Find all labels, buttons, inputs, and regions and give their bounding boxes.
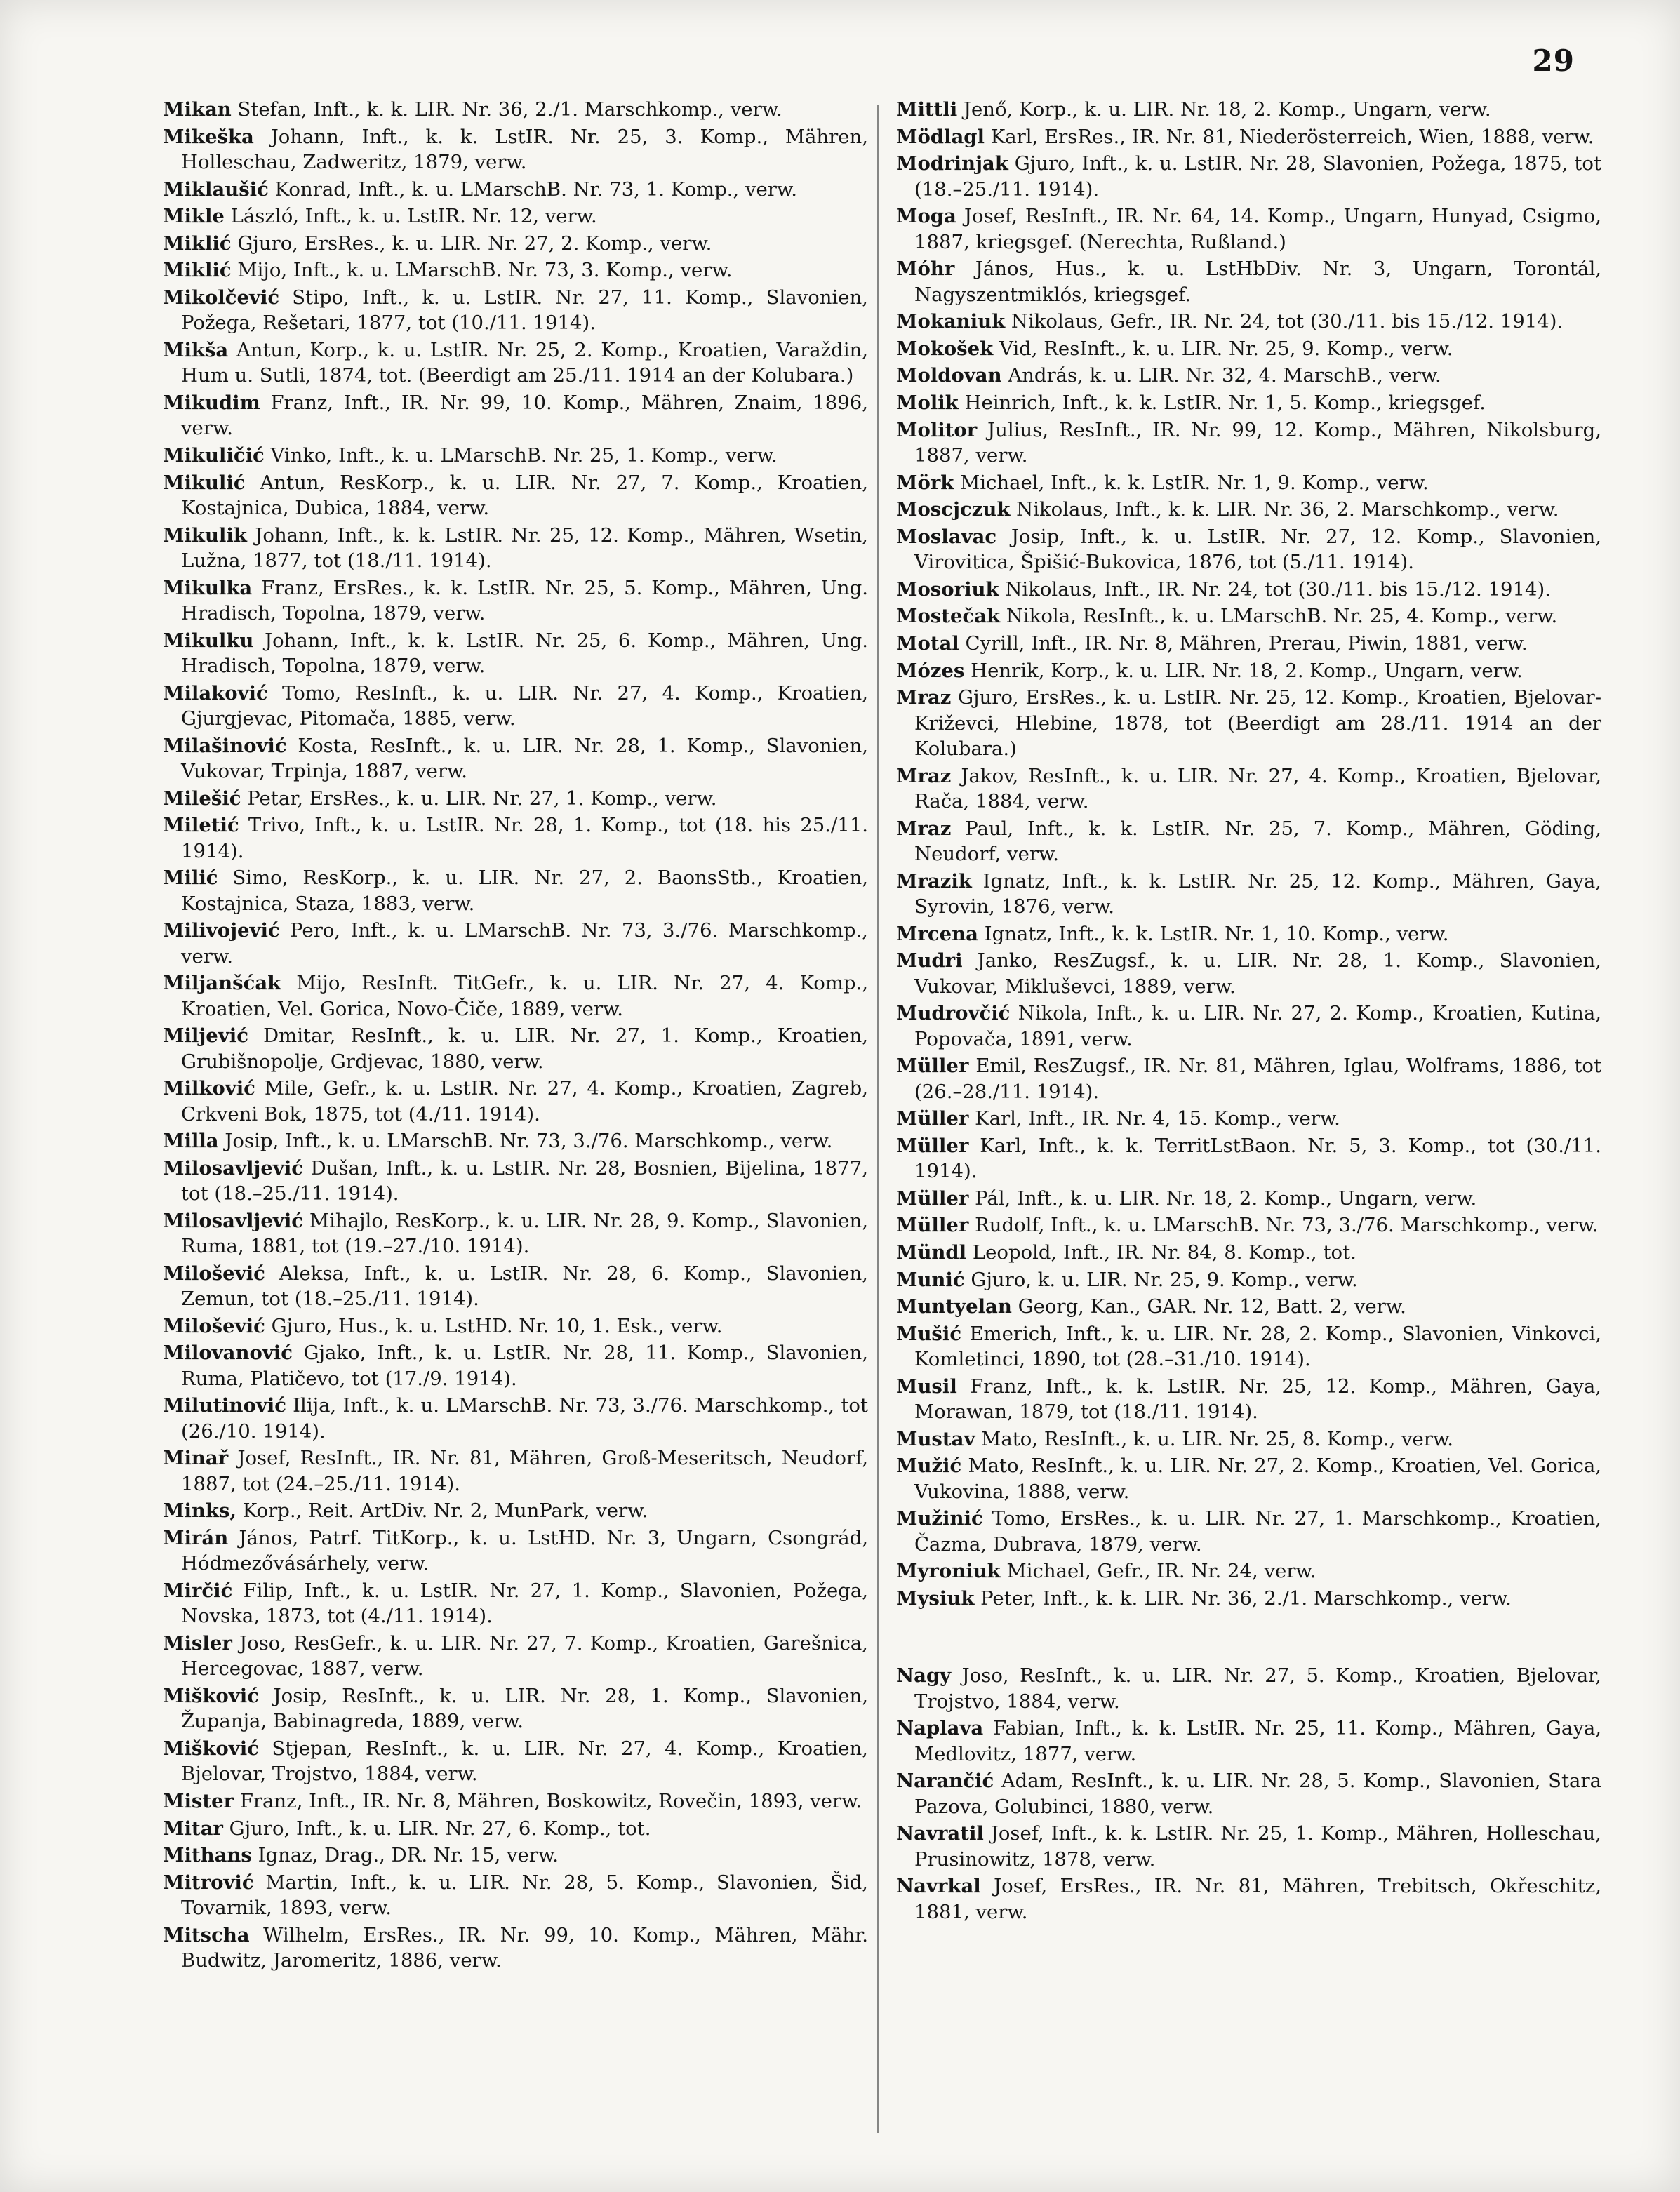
entry-text: Gjuro, ErsRes., k. u. LIR. Nr. 27, 2. Komp., verw. bbox=[237, 232, 712, 255]
entry-text: Kosta, ResInft., k. u. LIR. Nr. 28, 1. Komp., Slavonien, Vukovar, Trpinja, 1887, verw. bbox=[181, 734, 868, 782]
entry bbox=[896, 1873, 1601, 1925]
entry-text: Adam, ResInft., k. u. LIR. Nr. 28, 5. Komp., Slavonien, Stara Pazova, Golubinci, 1880, verw. bbox=[914, 1770, 1601, 1818]
entry-text: Rudolf, Inft., k. u. LMarschB. Nr. 73, 3./76. Marschkomp., verw. bbox=[975, 1214, 1599, 1237]
entry-name: Moga bbox=[896, 205, 956, 228]
entry-name: Mikuličić bbox=[163, 443, 265, 467]
entry-name: Molitor bbox=[896, 418, 978, 441]
entry bbox=[896, 124, 1601, 149]
entry bbox=[896, 336, 1601, 361]
entry-text: Martin, Inft., k. u. LIR. Nr. 28, 5. Komp., Slavonien, Šid, Tovarnik, 1893, verw. bbox=[181, 1871, 869, 1920]
entry-name: Miklaušić bbox=[163, 178, 269, 201]
page-number: 29 bbox=[1532, 44, 1575, 78]
entry-name: Myroniuk bbox=[896, 1560, 1001, 1583]
entry bbox=[896, 631, 1601, 656]
entry bbox=[163, 1736, 868, 1787]
entry bbox=[896, 1821, 1601, 1872]
entry-text: Dušan, Inft., k. u. LstIR. Nr. 28, Bosnien, Bijelina, 1877, tot (18.–25./11. 1914). bbox=[181, 1156, 868, 1205]
entry-text: Aleksa, Inft., k. u. LstIR. Nr. 28, 6. Komp., Slavonien, Zemun, tot (18.–25./11. 1914). bbox=[181, 1262, 868, 1311]
entry bbox=[896, 1453, 1601, 1504]
entry-name: Milosavljević bbox=[163, 1156, 304, 1179]
entry bbox=[163, 231, 868, 256]
entry bbox=[163, 918, 868, 969]
entry bbox=[163, 285, 868, 336]
entry-name: Mustav bbox=[896, 1427, 975, 1450]
entry-name: Munić bbox=[896, 1268, 965, 1291]
entry bbox=[163, 338, 868, 389]
entry-name: Modrinjak bbox=[896, 152, 1008, 175]
entry-text: Cyrill, Inft., IR. Nr. 8, Mähren, Prerau, Piwin, 1881, verw. bbox=[965, 631, 1528, 655]
entry bbox=[163, 177, 868, 202]
entry bbox=[896, 1001, 1601, 1052]
entry-name: Mosoriuk bbox=[896, 577, 999, 601]
entry-text: Jakov, ResInft., k. u. LIR. Nr. 27, 4. Komp., Kroatien, Bjelovar, Rača, 1884, verw. bbox=[914, 764, 1601, 813]
entry-name: Müller bbox=[896, 1107, 969, 1130]
entry bbox=[163, 628, 868, 679]
entry-name: Müller bbox=[896, 1214, 969, 1237]
entry-text: Gjuro, Hus., k. u. LstHD. Nr. 10, 1. Esk., verw. bbox=[271, 1314, 723, 1337]
entry bbox=[896, 1240, 1601, 1265]
entry-name: Mrazik bbox=[896, 869, 972, 893]
entry-text: Ignatz, Inft., k. k. LstIR. Nr. 1, 10. Komp., verw. bbox=[984, 922, 1449, 945]
entry-text: Tomo, ResInft., k. u. LIR. Nr. 27, 4. Komp., Kroatien, Gjurgjevac, Pitomača, 1885, verw. bbox=[181, 681, 869, 730]
entry-text: Karl, ErsRes., IR. Nr. 81, Niederösterreich, Wien, 1888, verw. bbox=[990, 125, 1594, 148]
entry bbox=[896, 470, 1601, 495]
entry-text: Mato, ResInft., k. u. LIR. Nr. 25, 8. Komp., verw. bbox=[981, 1427, 1453, 1450]
entry-text: Stjepan, ResInft., k. u. LIR. Nr. 27, 4. Komp., Kroatien, Bjelovar, Trojstvo, 1884, verw. bbox=[181, 1737, 868, 1786]
entry bbox=[896, 309, 1601, 334]
entry-name: Misler bbox=[163, 1631, 232, 1655]
entry-name: Mithans bbox=[163, 1844, 252, 1867]
entry-name: Mokošek bbox=[896, 337, 994, 360]
entry-name: Mikulik bbox=[163, 523, 247, 547]
entry bbox=[163, 681, 868, 732]
entry-text: Josip, Inft., k. u. LstIR. Nr. 27, 12. Komp., Slavonien, Virovitica, Špišić-Bukovica, 1876, tot (5./11. 1914). bbox=[914, 525, 1601, 574]
entry-text: Michael, Inft., k. k. LstIR. Nr. 1, 9. Komp., verw. bbox=[960, 471, 1429, 494]
entry bbox=[163, 1445, 868, 1497]
entry bbox=[896, 390, 1601, 415]
entry-name: Milašinović bbox=[163, 734, 287, 757]
entry-text: Stefan, Inft., k. k. LIR. Nr. 36, 2./1. Marschkomp., verw. bbox=[237, 98, 782, 121]
entry-name: Mokaniuk bbox=[896, 310, 1006, 333]
entry-text: Johann, Inft., k. k. LstIR. Nr. 25, 6. Komp., Mähren, Ung. Hradisch, Topolna, 1879, verw. bbox=[181, 629, 868, 677]
entry-name: Mužić bbox=[896, 1455, 962, 1478]
entry-name: Mirčić bbox=[163, 1579, 233, 1602]
entry bbox=[163, 1631, 868, 1682]
entry-name: Milošević bbox=[163, 1262, 265, 1285]
entry-name: Müller bbox=[896, 1055, 969, 1078]
entry-text: Mile, Gefr., k. u. LstIR. Nr. 27, 4. Komp., Kroatien, Zagreb, Crkveni Bok, 1875, tot (4./11. 1914). bbox=[181, 1077, 868, 1125]
entry-name: Milaković bbox=[163, 681, 268, 704]
entry-text: Wilhelm, ErsRes., IR. Nr. 99, 10. Komp., Mähren, Mähr. Budwitz, Jaromeritz, 1886, verw. bbox=[181, 1923, 869, 1972]
entry-text: Josef, Inft., k. k. LstIR. Nr. 25, 1. Komp., Mähren, Holleschau, Prusinowitz, 1878, verw. bbox=[914, 1822, 1601, 1871]
entry-name: Mikan bbox=[163, 98, 232, 121]
entry-name: Mraz bbox=[896, 686, 952, 709]
entry bbox=[163, 865, 868, 916]
entry-text: Karl, Inft., k. k. TerritLstBaon. Nr. 5, 3. Komp., tot (30./11. 1914). bbox=[914, 1134, 1601, 1183]
entry bbox=[163, 470, 868, 521]
entry-name: Milešić bbox=[163, 787, 241, 810]
entry bbox=[163, 1314, 868, 1339]
entry-text: Gjuro, ErsRes., k. u. LstIR. Nr. 25, 12. Komp., Kroatien, Bjelovar-Križevci, Hlebine, 1878, tot (Beerdigt am 28./11. 1914 an der Kolubara.) bbox=[914, 686, 1601, 760]
entry bbox=[896, 1716, 1601, 1767]
entry-text: Gjako, Inft., k. u. LstIR. Nr. 28, 11. Komp., Slavonien, Ruma, Platičevo, tot (17./9. 1914). bbox=[181, 1342, 868, 1390]
entry bbox=[896, 577, 1601, 602]
entry bbox=[163, 1393, 868, 1444]
entry bbox=[896, 1586, 1601, 1611]
entry-text: Mijo, ResInft. TitGefr., k. u. LIR. Nr. 27, 4. Komp., Kroatien, Vel. Gorica, Novo-Čiče, 1889, verw. bbox=[181, 972, 868, 1020]
entry-name: Miletić bbox=[163, 814, 239, 837]
entry bbox=[163, 1208, 868, 1259]
entry-text: Heinrich, Inft., k. k. LstIR. Nr. 1, 5. Komp., kriegsgef. bbox=[964, 391, 1486, 414]
entry bbox=[896, 869, 1601, 920]
entry-name: Mušić bbox=[896, 1322, 962, 1345]
entry-name: Minař bbox=[163, 1447, 229, 1470]
entry-text: Franz, Inft., IR. Nr. 99, 10. Komp., Mähren, Znaim, 1896, verw. bbox=[181, 391, 868, 440]
entry-name: Mostečak bbox=[896, 605, 1001, 628]
entry-name: Moslavac bbox=[896, 525, 997, 548]
entry bbox=[163, 1525, 868, 1577]
entry bbox=[896, 1133, 1601, 1184]
entry-name: Milivojević bbox=[163, 919, 280, 942]
entry bbox=[896, 1186, 1601, 1211]
entry-text: Johann, Inft., k. k. LstIR. Nr. 25, 12. Komp., Mähren, Wsetin, Lužna, 1877, tot (18./11. 1914). bbox=[181, 523, 868, 572]
entry-text: Joso, ResGefr., k. u. LIR. Nr. 27, 7. Komp., Kroatien, Garešnica, Hercegovac, 1887, verw. bbox=[181, 1631, 868, 1680]
entry-name: Miljević bbox=[163, 1024, 248, 1048]
entry-text: Emil, ResZugsf., IR. Nr. 81, Mähren, Iglau, Wolframs, 1886, tot (26.–28./11. 1914). bbox=[914, 1055, 1601, 1103]
entry bbox=[896, 658, 1601, 683]
entry bbox=[896, 603, 1601, 629]
entry-name: Muntyelan bbox=[896, 1295, 1012, 1318]
entry-text: Nikolaus, Gefr., IR. Nr. 24, tot (30./11. bis 15./12. 1914). bbox=[1011, 310, 1564, 333]
entry-text: Joso, ResInft., k. u. LIR. Nr. 27, 5. Komp., Kroatien, Bjelovar, Trojstvo, 1884, verw. bbox=[914, 1664, 1601, 1713]
entry-name: Müller bbox=[896, 1187, 969, 1210]
entry-text: Franz, Inft., IR. Nr. 8, Mähren, Boskowitz, Rovečin, 1893, verw. bbox=[239, 1789, 862, 1812]
entry-name: Mikudim bbox=[163, 391, 260, 414]
entry bbox=[896, 1053, 1601, 1104]
entry-name: Minks, bbox=[163, 1499, 236, 1523]
entry-text: Filip, Inft., k. u. LstIR. Nr. 27, 1. Komp., Slavonien, Požega, Novska, 1873, tot (4./11. 1914). bbox=[181, 1579, 868, 1628]
entry-name: Mudri bbox=[896, 949, 963, 973]
entry-name: Mödlagl bbox=[896, 125, 985, 148]
entry bbox=[163, 1023, 868, 1074]
entry bbox=[163, 258, 868, 283]
entry bbox=[163, 1816, 868, 1841]
right-column-n-entries bbox=[896, 1663, 1601, 1925]
entry-name: Musil bbox=[896, 1375, 957, 1398]
entry bbox=[896, 524, 1601, 575]
entry bbox=[896, 763, 1601, 815]
entry-text: Korp., Reit. ArtDiv. Nr. 2, MunPark, verw. bbox=[242, 1499, 648, 1523]
entry-text: Janko, ResZugsf., k. u. LIR. Nr. 28, 1. Komp., Slavonien, Vukovar, Mikluševci, 1889, verw. bbox=[914, 949, 1601, 998]
entry-text: Dmitar, ResInft., k. u. LIR. Nr. 27, 1. Komp., Kroatien, Grubišnopolje, Grdjevac, 1880, verw. bbox=[181, 1024, 868, 1073]
entry-name: Mündl bbox=[896, 1241, 967, 1264]
entry-text: Paul, Inft., k. k. LstIR. Nr. 25, 7. Komp., Mähren, Göding, Neudorf, verw. bbox=[914, 817, 1602, 865]
entry-text: Karl, Inft., IR. Nr. 4, 15. Komp., verw. bbox=[975, 1107, 1340, 1130]
entry-text: Johann, Inft., k. k. LstIR. Nr. 25, 3. Komp., Mähren, Holleschau, Zadweritz, 1879, verw. bbox=[181, 125, 869, 173]
entry-name: Mysiuk bbox=[896, 1586, 975, 1610]
entry-text: Antun, Korp., k. u. LstIR. Nr. 25, 2. Komp., Kroatien, Varaždin, Hum u. Sutli, 1874, tot. (Beerdigt am 25./11. 1914 an der Kolubara.) bbox=[181, 338, 868, 387]
entry-name: Mikulku bbox=[163, 629, 254, 652]
entry-name: Narančić bbox=[896, 1770, 994, 1793]
entry bbox=[896, 1506, 1601, 1557]
entry-name: Mittli bbox=[896, 98, 958, 121]
entry-text: János, Patrf. TitKorp., k. u. LstHD. Nr. 3, Ungarn, Csongrád, Hódmezővásárhely, verw. bbox=[181, 1526, 868, 1575]
entry-text: Franz, Inft., k. k. LstIR. Nr. 25, 12. Komp., Mähren, Gaya, Morawan, 1879, tot (18./11. 1914). bbox=[914, 1375, 1601, 1424]
entry-text: Josef, ErsRes., IR. Nr. 81, Mähren, Trebitsch, Okřeschitz, 1881, verw. bbox=[914, 1875, 1601, 1923]
entry bbox=[896, 1212, 1601, 1238]
entry-text: Trivo, Inft., k. u. LstIR. Nr. 28, 1. Komp., tot (18. his 25./11. 1914). bbox=[181, 814, 868, 862]
entry bbox=[163, 390, 868, 441]
entry-text: András, k. u. LIR. Nr. 32, 4. MarschB., verw. bbox=[1008, 364, 1441, 387]
entry-name: Moldovan bbox=[896, 364, 1002, 387]
entry bbox=[163, 97, 868, 122]
entry bbox=[163, 443, 868, 468]
entry bbox=[896, 1374, 1601, 1425]
entry-text: Josef, ResInft., IR. Nr. 81, Mähren, Groß-Meseritsch, Neudorf, 1887, tot (24.–25./11. 1914). bbox=[181, 1447, 868, 1495]
entry-text: Stipo, Inft., k. u. LstIR. Nr. 27, 11. Komp., Slavonien, Požega, Rešetari, 1877, tot (10./11. 1914). bbox=[181, 286, 868, 335]
entry-name: Moscjczuk bbox=[896, 498, 1011, 521]
entry bbox=[163, 1128, 868, 1154]
entry bbox=[163, 523, 868, 574]
entry-name: Motal bbox=[896, 631, 959, 655]
entry-text: Ignaz, Drag., DR. Nr. 15, verw. bbox=[258, 1844, 559, 1867]
entry bbox=[896, 948, 1601, 999]
entry-name: Mitscha bbox=[163, 1923, 250, 1946]
entry bbox=[896, 1106, 1601, 1131]
entry-text: Emerich, Inft., k. u. LIR. Nr. 28, 2. Komp., Slavonien, Vinkovci, Komletinci, 1890, tot (28.–31./10. 1914). bbox=[914, 1322, 1601, 1371]
entry bbox=[896, 1321, 1601, 1372]
entry bbox=[163, 1843, 868, 1868]
entry bbox=[896, 203, 1601, 255]
entry bbox=[896, 921, 1601, 947]
entry-name: Milić bbox=[163, 867, 218, 890]
entry bbox=[163, 575, 868, 627]
entry-name: Mužinić bbox=[896, 1507, 983, 1530]
entry-name: Mikolčević bbox=[163, 286, 280, 309]
entry bbox=[896, 816, 1601, 867]
entry bbox=[896, 151, 1601, 202]
entry-name: Naplava bbox=[896, 1717, 984, 1740]
entry-text: Jenő, Korp., k. u. LIR. Nr. 18, 2. Komp., Ungarn, verw. bbox=[963, 98, 1491, 121]
entry-name: Mikulić bbox=[163, 471, 246, 494]
entry-name: Miklić bbox=[163, 259, 232, 282]
entry-text: Mato, ResInft., k. u. LIR. Nr. 27, 2. Komp., Kroatien, Vel. Gorica, Vukovina, 1888, verw. bbox=[914, 1455, 1601, 1503]
entry-name: Milutinović bbox=[163, 1394, 286, 1417]
entry-name: Molik bbox=[896, 391, 959, 414]
entry-name: Müller bbox=[896, 1134, 969, 1157]
entry bbox=[896, 363, 1601, 388]
entry-text: Ignatz, Inft., k. k. LstIR. Nr. 25, 12. Komp., Mähren, Gaya, Syrovin, 1876, verw. bbox=[914, 869, 1601, 918]
entry bbox=[896, 1558, 1601, 1584]
column-divider bbox=[877, 105, 879, 2133]
left-column bbox=[163, 97, 868, 1975]
entry-text: Fabian, Inft., k. k. LstIR. Nr. 25, 11. Komp., Mähren, Gaya, Medlovitz, 1877, verw. bbox=[914, 1717, 1601, 1765]
entry-name: Milosavljević bbox=[163, 1209, 304, 1232]
entry-text: Simo, ResKorp., k. u. LIR. Nr. 27, 2. BaonsStb., Kroatien, Kostajnica, Staza, 1883, verw. bbox=[181, 867, 868, 915]
entry bbox=[163, 124, 868, 175]
entry bbox=[163, 1076, 868, 1127]
entry bbox=[163, 1683, 868, 1735]
entry bbox=[163, 1578, 868, 1629]
section-gap bbox=[896, 1612, 1601, 1663]
entry bbox=[896, 1426, 1601, 1452]
entry bbox=[163, 1789, 868, 1814]
entry bbox=[163, 1870, 868, 1921]
entry-name: Navrkal bbox=[896, 1875, 981, 1898]
entry-text: János, Hus., k. u. LstHbDiv. Nr. 3, Ungarn, Torontál, Nagyszentmiklós, kriegsgef. bbox=[914, 258, 1601, 306]
entry bbox=[896, 497, 1601, 522]
entry-text: Pál, Inft., k. u. LIR. Nr. 18, 2. Komp., Ungarn, verw. bbox=[975, 1187, 1477, 1210]
entry-name: Miklić bbox=[163, 232, 232, 255]
entry bbox=[163, 970, 868, 1022]
entry-text: Nikolaus, Inft., IR. Nr. 24, tot (30./11. bis 15./12. 1914). bbox=[1005, 577, 1551, 601]
entry-text: Ilija, Inft., k. u. LMarschB. Nr. 73, 3./76. Marschkomp., tot (26./10. 1914). bbox=[181, 1394, 869, 1443]
entry-text: Antun, ResKorp., k. u. LIR. Nr. 27, 7. Komp., Kroatien, Kostajnica, Dubica, 1884, verw. bbox=[181, 471, 868, 519]
entry bbox=[896, 256, 1601, 307]
entry-name: Mraz bbox=[896, 764, 952, 787]
entry-text: Vid, ResInft., k. u. LIR. Nr. 25, 9. Komp., verw. bbox=[999, 337, 1453, 360]
entry-name: Miljanšćak bbox=[163, 972, 281, 995]
entry-text: Nikola, Inft., k. u. LIR. Nr. 27, 2. Komp., Kroatien, Kutina, Popovača, 1891, verw. bbox=[914, 1002, 1601, 1050]
entry bbox=[896, 1663, 1601, 1714]
entry bbox=[896, 1294, 1601, 1319]
entry bbox=[163, 813, 868, 864]
right-column-m-entries bbox=[896, 97, 1601, 1611]
entry-text: Georg, Kan., GAR. Nr. 12, Batt. 2, verw. bbox=[1018, 1295, 1406, 1318]
entry-text: Henrik, Korp., k. u. LIR. Nr. 18, 2. Komp., Ungarn, verw. bbox=[971, 659, 1523, 682]
entry bbox=[163, 1923, 868, 1974]
entry-name: Mister bbox=[163, 1789, 234, 1812]
entry bbox=[163, 1498, 868, 1523]
entry-name: Mikša bbox=[163, 338, 229, 361]
entry bbox=[163, 786, 868, 811]
entry bbox=[163, 1340, 868, 1391]
entry-text: Josef, ResInft., IR. Nr. 64, 14. Komp., Ungarn, Hunyad, Csigmo, 1887, kriegsgef. (Nerechta, Rußland.) bbox=[914, 205, 1601, 253]
entry-name: Mózes bbox=[896, 659, 965, 682]
entry-text: Nikolaus, Inft., k. k. LIR. Nr. 36, 2. Marschkomp., verw. bbox=[1016, 498, 1559, 521]
entry-text: Nikola, ResInft., k. u. LMarschB. Nr. 25, 4. Komp., verw. bbox=[1006, 605, 1558, 628]
entry-name: Mikeška bbox=[163, 125, 254, 148]
entry-text: Peter, Inft., k. k. LIR. Nr. 36, 2./1. Marschkomp., verw. bbox=[980, 1586, 1512, 1610]
entry bbox=[163, 1156, 868, 1207]
entry-name: Navratil bbox=[896, 1822, 984, 1845]
entry-text: Petar, ErsRes., k. u. LIR. Nr. 27, 1. Komp., verw. bbox=[247, 787, 717, 810]
entry-text: Pero, Inft., k. u. LMarschB. Nr. 73, 3./76. Marschkomp., verw. bbox=[181, 919, 869, 968]
entry-name: Mišković bbox=[163, 1737, 259, 1760]
entry-text: Julius, ResInft., IR. Nr. 99, 12. Komp., Mähren, Nikolsburg, 1887, verw. bbox=[914, 418, 1601, 467]
entry-text: László, Inft., k. u. LstIR. Nr. 12, verw. bbox=[230, 205, 597, 228]
entry-name: Mörk bbox=[896, 471, 954, 494]
entry-name: Mišković bbox=[163, 1684, 259, 1707]
entry-text: Mihajlo, ResKorp., k. u. LIR. Nr. 28, 9. Komp., Slavonien, Ruma, 1881, tot (19.–27./10. 1914). bbox=[181, 1209, 868, 1258]
entry bbox=[163, 203, 868, 229]
right-column bbox=[896, 97, 1601, 1926]
entry-name: Móhr bbox=[896, 258, 955, 281]
entry-text: Gjuro, k. u. LIR. Nr. 25, 9. Komp., verw. bbox=[971, 1268, 1358, 1291]
entry-text: Leopold, Inft., IR. Nr. 84, 8. Komp., tot. bbox=[972, 1241, 1356, 1264]
entry-text: Mijo, Inft., k. u. LMarschB. Nr. 73, 3. Komp., verw. bbox=[237, 259, 733, 282]
entry bbox=[163, 1261, 868, 1312]
entry-text: Gjuro, Inft., k. u. LIR. Nr. 27, 6. Komp., tot. bbox=[229, 1817, 651, 1840]
entry bbox=[896, 417, 1601, 469]
entry-name: Milla bbox=[163, 1130, 219, 1153]
entry bbox=[896, 685, 1601, 761]
entry-text: Konrad, Inft., k. u. LMarschB. Nr. 73, 1. Komp., verw. bbox=[274, 178, 797, 201]
entry-text: Josip, Inft., k. u. LMarschB. Nr. 73, 3./76. Marschkomp., verw. bbox=[225, 1130, 833, 1153]
entry bbox=[896, 1267, 1601, 1292]
entry-name: Nagy bbox=[896, 1664, 952, 1688]
entry-name: Milošević bbox=[163, 1314, 265, 1337]
entry-text: Franz, ErsRes., k. k. LstIR. Nr. 25, 5. Komp., Mähren, Ung. Hradisch, Topolna, 1879, verw. bbox=[181, 576, 868, 624]
entry-text: Michael, Gefr., IR. Nr. 24, verw. bbox=[1006, 1560, 1316, 1583]
entry-name: Mudrovčić bbox=[896, 1002, 1011, 1025]
entry-name: Milovanović bbox=[163, 1342, 293, 1365]
entry-name: Mraz bbox=[896, 817, 952, 840]
entry-text: Tomo, ErsRes., k. u. LIR. Nr. 27, 1. Marschkomp., Kroatien, Čazma, Dubrava, 1879, verw. bbox=[914, 1507, 1601, 1556]
entry-name: Mitrović bbox=[163, 1871, 254, 1894]
entry-name: Milković bbox=[163, 1077, 255, 1100]
entry-name: Mitar bbox=[163, 1817, 223, 1840]
entry-name: Mirán bbox=[163, 1526, 229, 1549]
entry-name: Mikulka bbox=[163, 576, 253, 599]
entry bbox=[896, 97, 1601, 122]
entry bbox=[896, 1768, 1601, 1819]
entry-text: Vinko, Inft., k. u. LMarschB. Nr. 25, 1. Komp., verw. bbox=[270, 443, 778, 467]
entry-name: Mikle bbox=[163, 205, 225, 228]
entry bbox=[163, 733, 868, 784]
entry-name: Mrcena bbox=[896, 922, 978, 945]
entry-text: Gjuro, Inft., k. u. LstIR. Nr. 28, Slavonien, Požega, 1875, tot (18.–25./11. 1914). bbox=[914, 152, 1602, 201]
entry-text: Josip, ResInft., k. u. LIR. Nr. 28, 1. Komp., Slavonien, Županja, Babinagreda, 1889, verw. bbox=[181, 1684, 868, 1733]
